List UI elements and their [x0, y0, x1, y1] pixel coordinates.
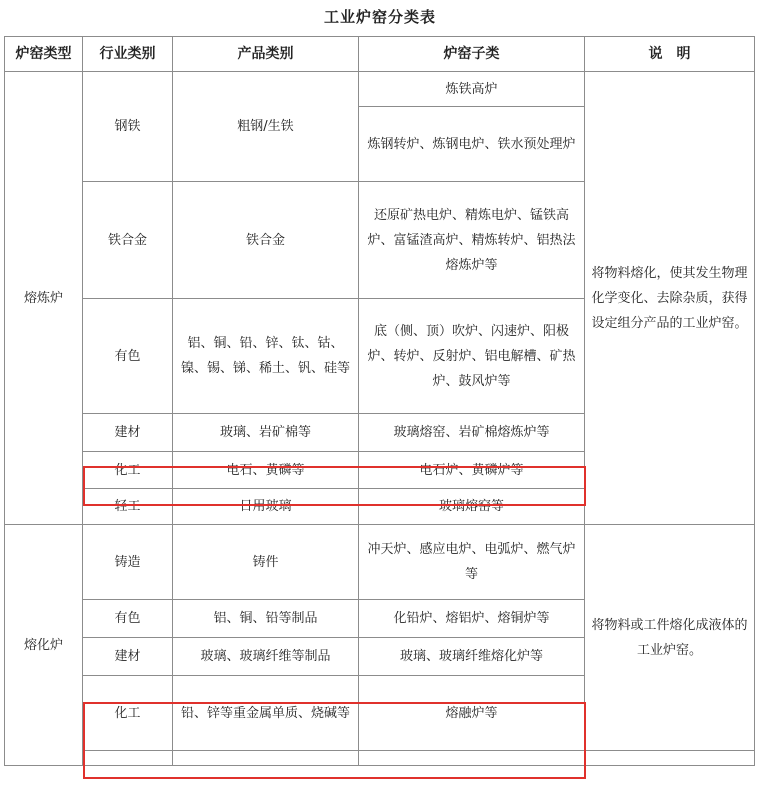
kiln-classification-table	[4, 36, 755, 766]
subclass-cell: 熔融炉等	[359, 676, 585, 751]
product-cell: 铁合金	[173, 182, 359, 299]
industry-cell: 有色	[83, 299, 173, 414]
header-row	[5, 37, 755, 72]
subclass-cell: 底（侧、顶）吹炉、闪速炉、阳极炉、转炉、反射炉、铝电解槽、矿热炉、鼓风炉等	[359, 299, 585, 414]
product-cell: 粗钢/生铁	[173, 72, 359, 182]
subclass-cell: 玻璃熔窑、岩矿棉熔炼炉等	[359, 414, 585, 452]
empty-cell	[173, 751, 359, 766]
industry-cell: 钢铁	[83, 72, 173, 182]
header-kiln-type: 炉窑类型	[5, 37, 83, 72]
subclass-cell: 化铅炉、熔铝炉、熔铜炉等	[359, 600, 585, 638]
industry-cell: 建材	[83, 414, 173, 452]
kiln-type-cell: 熔炼炉	[5, 72, 83, 525]
product-cell: 玻璃、玻璃纤维等制品	[173, 638, 359, 676]
header-product: 产品类别	[173, 37, 359, 72]
empty-cell	[359, 751, 585, 766]
table-row-cut	[5, 751, 755, 766]
industry-cell: 铁合金	[83, 182, 173, 299]
industry-cell: 有色	[83, 600, 173, 638]
subclass-cell: 炼钢转炉、炼钢电炉、铁水预处理炉	[359, 107, 585, 182]
industry-cell: 化工	[83, 676, 173, 751]
industry-cell: 化工	[83, 452, 173, 489]
table-row	[5, 525, 755, 600]
product-cell: 铝、铜、铅等制品	[173, 600, 359, 638]
industry-cell: 建材	[83, 638, 173, 676]
subclass-cell: 冲天炉、感应电炉、电弧炉、燃气炉等	[359, 525, 585, 600]
product-cell: 铸件	[173, 525, 359, 600]
kiln-type-cell: 熔化炉	[5, 525, 83, 766]
subclass-cell: 玻璃、玻璃纤维熔化炉等	[359, 638, 585, 676]
industry-cell: 铸造	[83, 525, 173, 600]
empty-cell	[83, 751, 173, 766]
product-cell: 铅、锌等重金属单质、烧碱等	[173, 676, 359, 751]
subclass-cell: 炼铁高炉	[359, 72, 585, 107]
table-title: 工业炉窑分类表	[323, 8, 436, 26]
product-cell: 日用玻璃	[173, 489, 359, 525]
header-description: 说 明	[585, 37, 755, 72]
header-industry: 行业类别	[83, 37, 173, 72]
subclass-cell: 还原矿热电炉、精炼电炉、锰铁高炉、富锰渣高炉、精炼转炉、铝热法熔炼炉等	[359, 182, 585, 299]
industry-cell: 轻工	[83, 489, 173, 525]
description-cell: 将物料熔化，使其发生物理化学变化、去除杂质，获得设定组分产品的工业炉窑。	[585, 72, 755, 525]
empty-cell	[585, 751, 755, 766]
description-cell: 将物料或工件熔化成液体的工业炉窑。	[585, 525, 755, 751]
subclass-cell: 电石炉、黄磷炉等	[359, 452, 585, 489]
product-cell: 铝、铜、铅、锌、钛、钴、镍、锡、锑、稀土、钒、硅等	[173, 299, 359, 414]
header-subclass: 炉窑子类	[359, 37, 585, 72]
product-cell: 电石、黄磷等	[173, 452, 359, 489]
table-row	[5, 72, 755, 107]
subclass-cell: 玻璃熔窑等	[359, 489, 585, 525]
product-cell: 玻璃、岩矿棉等	[173, 414, 359, 452]
